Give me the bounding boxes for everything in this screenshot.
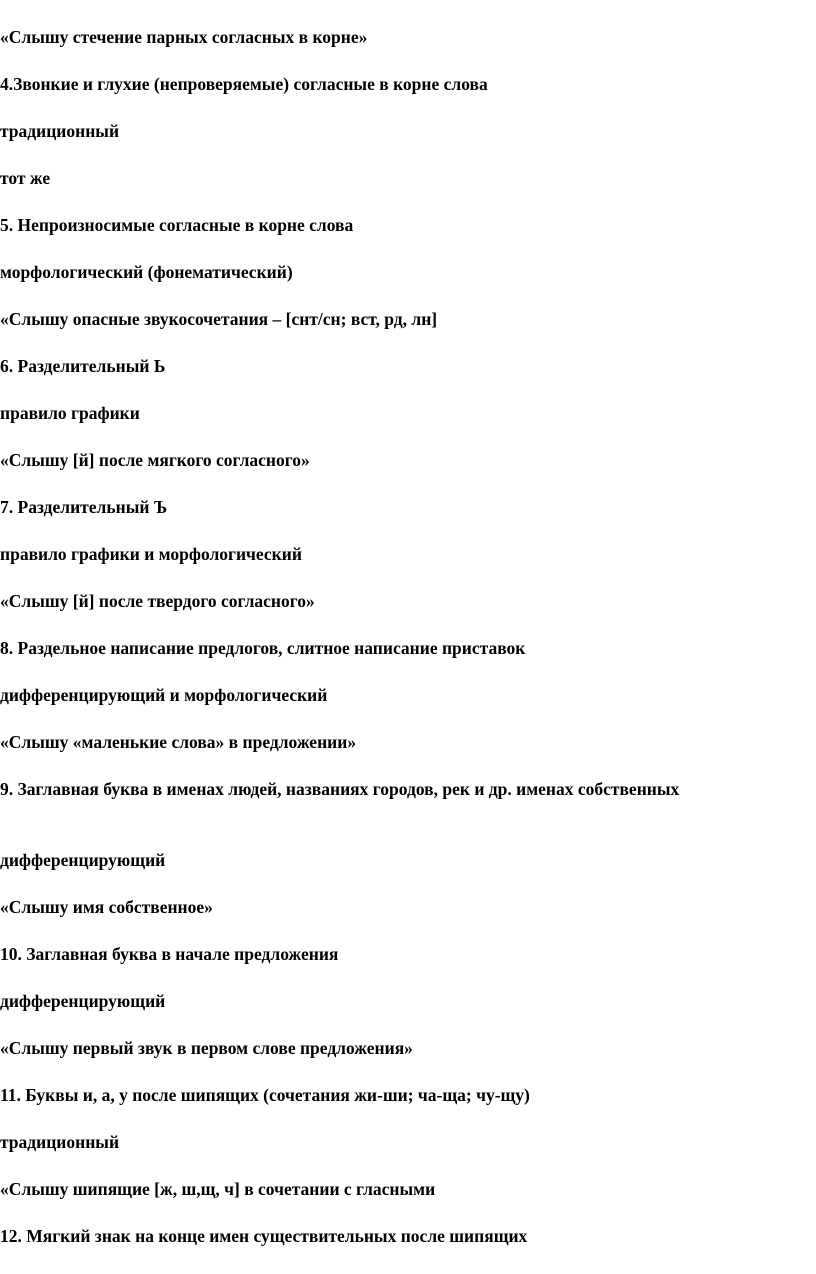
- text-line-10: «Слышу [й] после мягкого согласного»: [0, 450, 310, 470]
- text-line-16: «Слышу «маленькие слова» в предложении»: [0, 732, 357, 752]
- heading-item-4: 4.Звонкие и глухие (непроверяемые) согласные в корне слова: [0, 74, 488, 94]
- text-line-3: традиционный: [0, 121, 120, 141]
- text-line-21: дифференцирующий: [0, 991, 166, 1011]
- text-line-25: «Слышу шипящие [ж, ш,щ, ч] в сочетании с гласными: [0, 1179, 436, 1199]
- text-line-15: дифференцирующий и морфологический: [0, 685, 328, 705]
- text-line-22: «Слышу первый звук в первом слове предложения»: [0, 1038, 413, 1058]
- text-line-4: тот же: [0, 168, 51, 188]
- heading-item-10: 10. Заглавная буква в начале предложения: [0, 944, 339, 964]
- text-line-9: правило графики: [0, 403, 140, 423]
- text-line-24: традиционный: [0, 1132, 120, 1152]
- text-line-1: «Слышу стечение парных согласных в корне»: [0, 27, 368, 47]
- heading-item-8: 8. Раздельное написание предлогов, слитное написание приставок: [0, 638, 526, 658]
- heading-item-9: 9. Заглавная буква в именах людей, названиях городов, рек и др. именах собственных: [0, 779, 680, 799]
- heading-item-12: 12. Мягкий знак на конце имен существительных после шипящих: [0, 1226, 528, 1246]
- text-line-13: «Слышу [й] после твердого согласного»: [0, 591, 315, 611]
- text-line-6: морфологический (фонематический): [0, 262, 293, 282]
- text-line-19: «Слышу имя собственное»: [0, 897, 213, 917]
- heading-item-6: 6. Разделительный Ь: [0, 356, 166, 376]
- heading-item-11: 11. Буквы и, а, у после шипящих (сочетания жи-ши; ча-ща; чу-щу): [0, 1085, 530, 1105]
- text-line-7: «Слышу опасные звукосочетания – [снт/сн; вст, рд, лн]: [0, 309, 438, 329]
- heading-item-5: 5. Непроизносимые согласные в корне слова: [0, 215, 354, 235]
- text-line-18: дифференцирующий: [0, 850, 166, 870]
- text-line-12: правило графики и морфологический: [0, 544, 302, 564]
- heading-item-7: 7. Разделительный Ъ: [0, 497, 168, 517]
